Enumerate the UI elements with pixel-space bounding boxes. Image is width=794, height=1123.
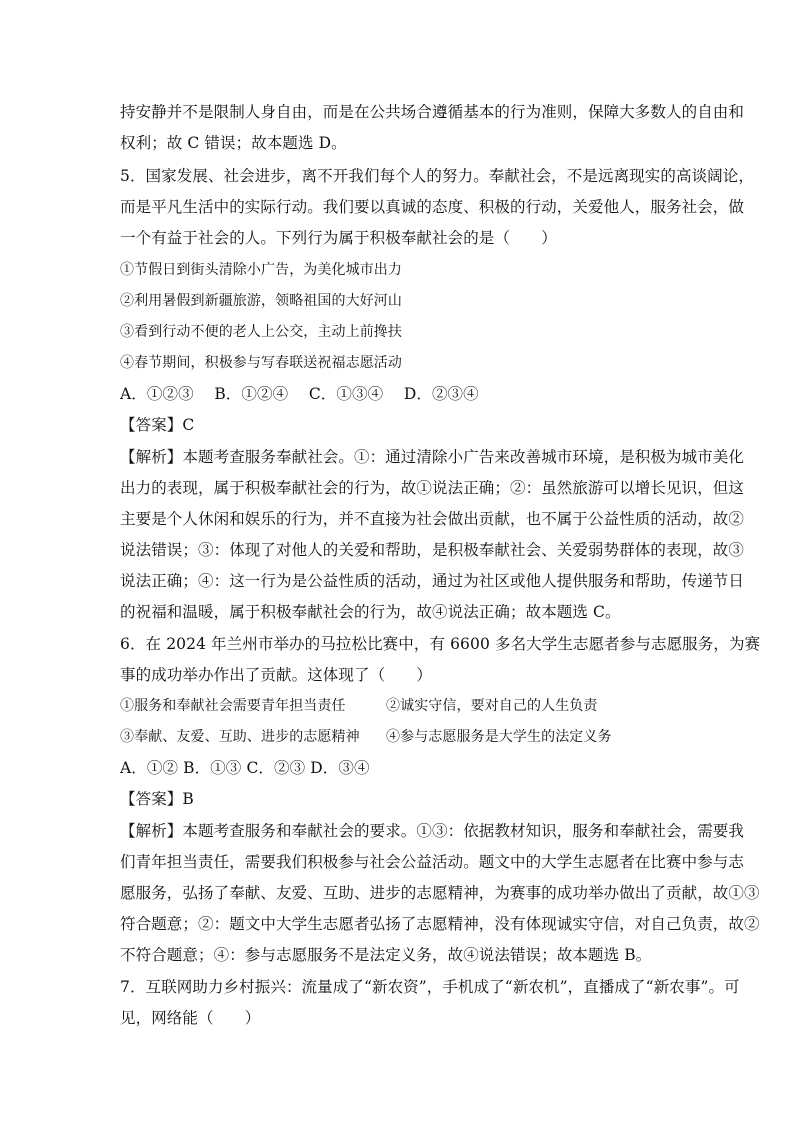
question-6-stem: 事的成功举办作出了贡献。这体现了（ ） — [120, 666, 433, 684]
question-7-stem: 见，网络能（ ） — [120, 1009, 261, 1027]
question-6-analysis: 们青年担当责任，需要我们积极参与社会公益活动。题文中的大学生志愿者在比赛中参与志 — [120, 853, 745, 871]
question-5-stem: 5．国家发展、社会进步，离不开我们每个人的努力。奉献社会，不是远离现实的高谈阔论， — [120, 167, 754, 185]
question-5-item-4: ④春节期间，积极参与写春联送祝福志愿活动 — [120, 355, 402, 371]
question-6-stem: 6．在 2024 年兰州市举办的马拉松比赛中，有 6600 多名大学生志愿者参与志愿服务，为赛 — [120, 635, 761, 653]
text-line: 权利；故 C 错误；故本题选 D。 — [120, 134, 347, 152]
question-5-answer: 【答案】C — [120, 416, 195, 434]
question-5-analysis: 主要是个人休闲和娱乐的行为，并不直接为社会做出贡献，也不属于公益性质的活动，故② — [120, 510, 745, 528]
question-6-analysis: 【解析】本题考查服务和奉献社会的要求。①③：依据教材知识，服务和奉献社会，需要我 — [120, 822, 745, 840]
question-5-analysis: 出力的表现，属于积极奉献社会的行为，故①说法正确；②：虽然旅游可以增长见识，但这 — [120, 479, 745, 497]
question-5-item-1: ①节假日到街头清除小广告，为美化城市出力 — [120, 262, 402, 278]
question-5-item-3: ③看到行动不便的老人上公交，主动上前搀扶 — [120, 324, 402, 340]
question-6-item-1: ①服务和奉献社会需要青年担当责任 — [120, 698, 346, 714]
question-5-item-2: ②利用暑假到新疆旅游，领略祖国的大好河山 — [120, 293, 402, 309]
text-line: 持安静并不是限制人身自由，而是在公共场合遵循基本的行为准则，保障大多数人的自由和 — [120, 103, 745, 121]
question-6-analysis: 愿服务，弘扬了奉献、友爱、互助、进步的志愿精神，为赛事的成功举办做出了贡献，故①③ — [120, 884, 760, 902]
question-6-analysis: 符合题意；②：题文中大学生志愿者弘扬了志愿精神，没有体现诚实守信，对自己负责，故② — [120, 915, 760, 933]
question-5-analysis: 说法错误；③：体现了对他人的关爱和帮助，是积极奉献社会、关爱弱势群体的表现，故③ — [120, 541, 745, 559]
question-5-analysis: 的祝福和温暖，属于积极奉献社会的行为，故④说法正确；故本题选 C。 — [120, 603, 621, 621]
question-6-item-3: ③奉献、友爱、互助、进步的志愿精神 — [120, 729, 360, 745]
question-6-item-4: ④参与志愿服务是大学生的法定义务 — [386, 729, 612, 745]
question-5-analysis: 【解析】本题考查服务奉献社会。①：通过清除小广告来改善城市环境，是积极为城市美化 — [120, 448, 745, 466]
question-6-analysis: 不符合题意；④：参与志愿服务不是法定义务，故④说法错误；故本题选 B。 — [120, 946, 652, 964]
question-5-analysis: 说法正确；④：这一行为是公益性质的活动，通过为社区或他人提供服务和帮助，传递节日 — [120, 572, 745, 590]
question-7-stem: 7．互联网助力乡村振兴：流量成了“新农资”，手机成了“新农机”，直播成了“新农事”。可 — [120, 978, 740, 996]
question-5-stem: 一个有益于社会的人。下列行为属于积极奉献社会的是（ ） — [120, 229, 557, 247]
question-5-stem: 而是平凡生活中的实际行动。我们要以真诚的态度、积极的行动，关爱他人，服务社会，做 — [120, 198, 745, 216]
question-6-choices: A．①② B．①③ C．②③ D．③④ — [120, 759, 370, 777]
question-6-answer: 【答案】B — [120, 790, 194, 808]
question-5-choices: A．①②③ B．①②④ C．①③④ D．②③④ — [120, 385, 479, 403]
question-6-item-2: ②诚实守信，要对自己的人生负责 — [386, 698, 598, 714]
